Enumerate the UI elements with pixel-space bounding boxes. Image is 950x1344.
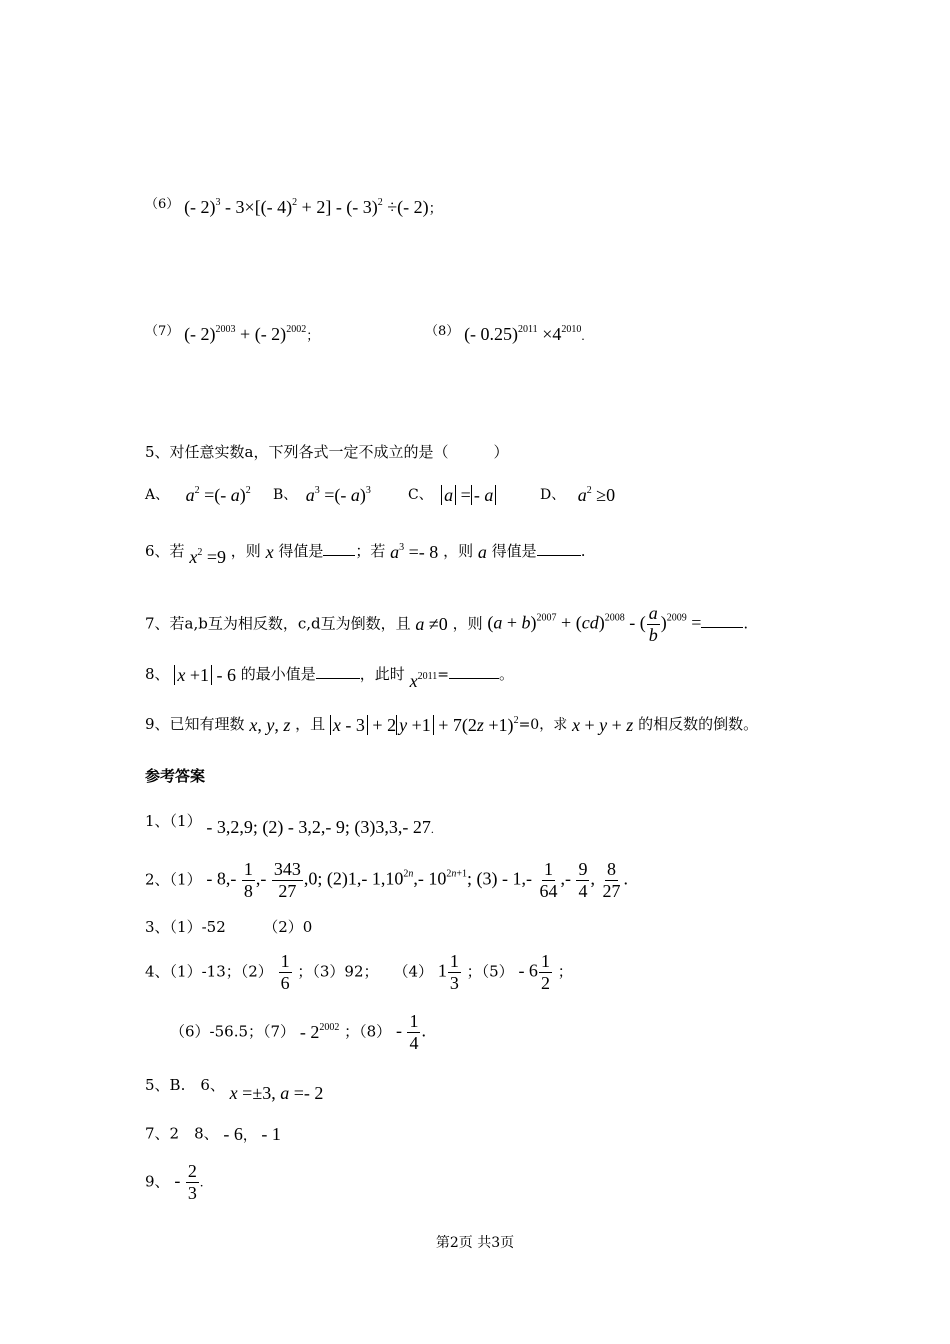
- answer-6-expression: x =±3, a =- 2: [229, 1083, 324, 1103]
- answer-4-continued: [170, 1012, 426, 1053]
- question-9-text-1: 9、已知有理数: [145, 715, 245, 733]
- answer-4-end: ；: [557, 962, 573, 981]
- answer-3: 3、（1）-52 （2）0: [145, 918, 313, 936]
- question-7-text-2: ，则: [452, 614, 483, 633]
- option-a-label: A、: [145, 487, 170, 503]
- option-b-expression: $a^3$ =(- a)$^3$: [305, 484, 371, 505]
- option-a: [145, 484, 251, 506]
- problem-6: [145, 198, 443, 217]
- answer-blank-2[interactable]: [537, 541, 581, 556]
- question-6: [145, 538, 585, 566]
- option-a-expression: $a^2$ =(- a)$^2$: [185, 484, 251, 505]
- answer-8-expression: - 6， - 1: [223, 1124, 281, 1144]
- answer-2-label: 2、（1）: [145, 870, 202, 889]
- question-8: [145, 660, 514, 690]
- answer-9-expression: - $\frac{2}{3}$ .: [174, 1161, 204, 1203]
- problem-7-expression: (- 2)$^{2003}$ + (- 2)$^{2002}$；: [184, 324, 320, 344]
- option-c-label: C、: [408, 487, 433, 503]
- answer-7-8-label: 7、2 8、: [145, 1124, 219, 1143]
- answer-blank-5[interactable]: [449, 664, 499, 679]
- problem-7: [145, 325, 319, 343]
- answer-4-part5: - 6 $\frac{1}{2}$: [518, 951, 550, 993]
- question-9-text-2: ，且: [295, 715, 326, 733]
- problem-7-tag: （7）: [145, 324, 180, 339]
- answer-blank-4[interactable]: [316, 664, 360, 679]
- answer-2-expression: - 8,- $\frac{1}{8}$ ,- $\frac{343}{27}$ ,0; (2)1,- $1,10^{2n},-$ $10^{2n+1}$; (3) - 1,- $\frac{1}{64}$ ,- $\frac{9}{4}$ , $\frac{8}{27}$ .: [206, 859, 628, 901]
- answer-1-expression: - 3,2,9; (2) - 3,2,- 9; (3)3,3,- 27.: [206, 817, 434, 837]
- problem-6-tag: （6）: [145, 197, 180, 212]
- answer-4-label: 4、（1）-13；（2）: [145, 962, 273, 981]
- option-d: [540, 484, 615, 506]
- answer-4-part4: 1 $\frac{1}{3}$: [437, 951, 459, 993]
- answer-1: [145, 808, 434, 836]
- question-6-var-x: x: [265, 542, 274, 562]
- question-8-text-5: 。: [498, 665, 514, 683]
- answer-blank-1[interactable]: [323, 541, 355, 556]
- answer-4-part5-label: ；（5）: [466, 962, 514, 981]
- page-footer: 第2页 共3页: [435, 1235, 515, 1251]
- question-7-condition: a ≠0: [415, 614, 448, 635]
- question-6-expr-1: $x^2 =9$: [189, 547, 226, 567]
- question-8-text-1: 8、: [145, 665, 170, 683]
- question-9: [145, 716, 758, 734]
- question-9-text-3: =0，求: [518, 717, 568, 733]
- option-b: [273, 484, 371, 506]
- answer-4-part7: - $2^{2002}$: [299, 1022, 340, 1043]
- option-d-label: D、: [540, 487, 566, 503]
- answer-4-part2: $\frac{1}{6}$: [280, 951, 290, 993]
- question-6-text-6: 得值是: [491, 542, 537, 560]
- answer-9: [145, 1162, 203, 1203]
- question-5-stem: 5、对任意实数a，下列各式一定不成立的是（ ）: [145, 443, 509, 461]
- question-9-sum: x + y + z: [571, 715, 634, 735]
- answers-title: [145, 769, 205, 784]
- question-6-text-1: 6、若: [145, 542, 185, 560]
- answers-title-text: 参考答案: [145, 767, 206, 785]
- question-9-equation: x - 3 + 2 $y +1 + 7(2z +1)^2$: [330, 716, 519, 734]
- problem-8-tag: （8）: [425, 324, 460, 339]
- question-8-text-3: ，此时: [359, 665, 405, 683]
- answer-5-6: [145, 1070, 323, 1102]
- option-c: [408, 484, 496, 506]
- answer-1-label: 1、（1）: [145, 812, 202, 830]
- answer-4: [145, 952, 573, 993]
- question-8-power: $x^{2011}$: [409, 671, 438, 691]
- answer-4-part8-label: ；（8）: [344, 1022, 392, 1041]
- answer-blank-3[interactable]: [701, 613, 743, 628]
- question-6-expr-2: $a^3 =- 8$: [390, 542, 439, 562]
- question-9-vars: x, y, z: [249, 715, 291, 735]
- question-6-text-4: ；若: [355, 542, 386, 560]
- option-c-expression: a = - a: [441, 485, 496, 506]
- answer-4b-label: （6）-56.5；（7）: [170, 1022, 296, 1041]
- question-7-text-1: 7、若a,b互为相反数，c,d互为倒数，且: [145, 614, 411, 633]
- answer-7-8: [145, 1125, 281, 1144]
- question-7: [145, 604, 748, 645]
- answer-4-part3: ；（3）92； （4）: [297, 962, 434, 981]
- problem-8-expression: (- $0.25)^{2011} \times 4^{2010}$.: [464, 324, 585, 344]
- question-7-expression: $(a + b)^{2007} + (cd)^{2008}$ - ( $\frac{a}{b}$ )$^{2009}$ =: [487, 603, 702, 645]
- question-6-var-a: a: [477, 542, 487, 562]
- answer-2: [145, 860, 628, 901]
- question-8-equals: =: [437, 667, 449, 683]
- answer-9-label: 9、: [145, 1172, 170, 1191]
- question-6-text-5: ，则: [443, 542, 474, 560]
- option-b-label: B、: [273, 487, 298, 503]
- question-8-text-2: 的最小值是: [240, 665, 316, 683]
- question-6-text-3: 得值是: [278, 542, 324, 560]
- question-9-text-4: 的相反数的倒数。: [638, 715, 759, 733]
- problem-8: [425, 325, 585, 343]
- problem-6-expression: (- 2)$^3$ - 3×[(- 4)$^2$ + 2] - (- 3)$^2$ ÷(- 2)；: [184, 197, 443, 217]
- answer-5-6-label: 5、B. 6、: [145, 1076, 225, 1094]
- answer-4-part8: - $\frac{1}{4}$ .: [395, 1011, 426, 1053]
- option-d-expression: $a^2 \ge 0$: [577, 484, 616, 505]
- question-7-text-3: .: [743, 614, 749, 633]
- question-8-expression: x +1 - 6: [174, 666, 236, 684]
- question-6-text-7: .: [580, 542, 586, 560]
- question-6-text-2: ，则: [230, 542, 261, 560]
